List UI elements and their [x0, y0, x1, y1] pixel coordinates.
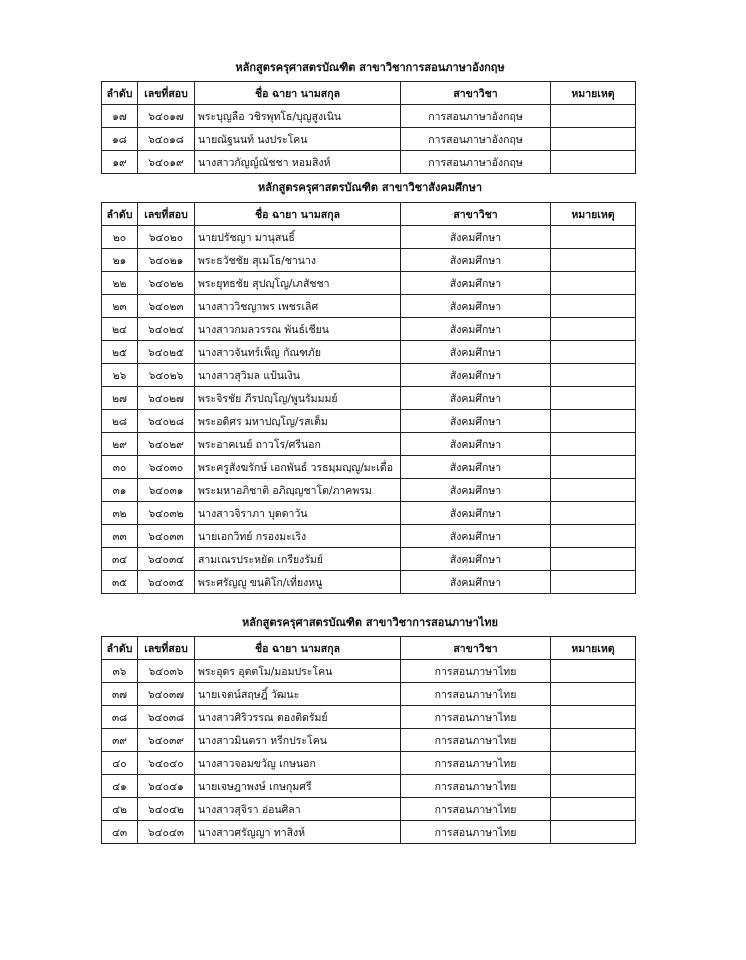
cell-name: พระจิรชัย ภีรปญฺโญ/พูนรัมมมย์ — [195, 387, 401, 410]
cell-exam-id: ๖๔๐๓๙ — [138, 729, 195, 752]
table-row — [102, 775, 636, 798]
cell-major: การสอนภาษาไทย — [401, 683, 551, 706]
cell-name: นางสาวจอมขวัญ เกษนอก — [195, 752, 401, 775]
cell-major: สังคมศึกษา — [401, 479, 551, 502]
header-name: ชื่อ ฉายา นามสกุล — [195, 203, 401, 226]
header-name: ชื่อ ฉายา นามสกุล — [195, 637, 401, 660]
cell-no: ๑๗ — [102, 105, 138, 128]
cell-exam-id: ๖๔๐๓๒ — [138, 502, 195, 525]
cell-major: สังคมศึกษา — [401, 502, 551, 525]
cell-major: การสอนภาษาไทย — [401, 729, 551, 752]
cell-remark — [551, 433, 636, 456]
cell-name: พระศรัญญู ขนติโก/เที่ยงหนู — [195, 571, 401, 594]
table-row — [102, 410, 636, 433]
cell-name: นายเจตน์สฤษฎิ์ วัฒนะ — [195, 683, 401, 706]
cell-name: พระยุทธชัย สุปญฺโญ/เภสัชชา — [195, 272, 401, 295]
cell-exam-id: ๖๔๐๒๖ — [138, 364, 195, 387]
cell-remark — [551, 318, 636, 341]
cell-major: สังคมศึกษา — [401, 226, 551, 249]
cell-major: สังคมศึกษา — [401, 249, 551, 272]
cell-name: นางสาววิชญาพร เพชรเลิศ — [195, 295, 401, 318]
table-body — [102, 660, 636, 844]
cell-no: ๓๕ — [102, 571, 138, 594]
cell-exam-id: ๖๔๐๓๗ — [138, 683, 195, 706]
cell-remark — [551, 775, 636, 798]
cell-exam-id: ๖๔๐๔๐ — [138, 752, 195, 775]
table-row — [102, 456, 636, 479]
cell-major: สังคมศึกษา — [401, 571, 551, 594]
cell-major: การสอนภาษาไทย — [401, 775, 551, 798]
cell-major: สังคมศึกษา — [401, 272, 551, 295]
table-row — [102, 571, 636, 594]
table-row — [102, 706, 636, 729]
table-row — [102, 105, 636, 128]
cell-no: ๓๖ — [102, 660, 138, 683]
cell-major: การสอนภาษาอังกฤษ — [401, 128, 551, 151]
cell-remark — [551, 502, 636, 525]
cell-remark — [551, 128, 636, 151]
cell-exam-id: ๖๔๐๓๔ — [138, 548, 195, 571]
header-remark: หมายเหตุ — [551, 82, 636, 105]
cell-exam-id: ๖๔๐๓๖ — [138, 660, 195, 683]
cell-no: ๓๒ — [102, 502, 138, 525]
cell-major: การสอนภาษาไทย — [401, 798, 551, 821]
table-thai — [101, 636, 636, 844]
cell-name: พระมหาอภิชาติ อภิญฺญชาโต/ภาคพรม — [195, 479, 401, 502]
cell-remark — [551, 571, 636, 594]
cell-major: สังคมศึกษา — [401, 456, 551, 479]
cell-no: ๓๔ — [102, 548, 138, 571]
cell-no: ๒๗ — [102, 387, 138, 410]
cell-no: ๒๓ — [102, 295, 138, 318]
cell-exam-id: ๖๔๐๒๐ — [138, 226, 195, 249]
table-row — [102, 341, 636, 364]
cell-no: ๒๔ — [102, 318, 138, 341]
cell-major: สังคมศึกษา — [401, 410, 551, 433]
cell-remark — [551, 479, 636, 502]
cell-no: ๓๓ — [102, 525, 138, 548]
table-row — [102, 683, 636, 706]
table-row — [102, 548, 636, 571]
cell-no: ๒๕ — [102, 341, 138, 364]
cell-remark — [551, 456, 636, 479]
cell-major: การสอนภาษาไทย — [401, 706, 551, 729]
cell-no: ๓๐ — [102, 456, 138, 479]
cell-name: นางสาวจันทร์เพ็ญ กัณฑภัย — [195, 341, 401, 364]
table-row — [102, 821, 636, 844]
cell-exam-id: ๖๔๐๒๘ — [138, 410, 195, 433]
cell-major: สังคมศึกษา — [401, 341, 551, 364]
cell-name: นายณัฐนนท์ นงประโคน — [195, 128, 401, 151]
cell-name: พระบุญลือ วชิรพุทโธ/บุญสูงเนิน — [195, 105, 401, 128]
cell-remark — [551, 341, 636, 364]
table-body — [102, 105, 636, 174]
table-row — [102, 151, 636, 174]
cell-no: ๒๒ — [102, 272, 138, 295]
header-major: สาขาวิชา — [401, 637, 551, 660]
cell-no: ๔๑ — [102, 775, 138, 798]
cell-remark — [551, 410, 636, 433]
cell-no: ๒๖ — [102, 364, 138, 387]
table-row — [102, 272, 636, 295]
cell-exam-id: ๖๔๐๑๗ — [138, 105, 195, 128]
cell-exam-id: ๖๔๐๔๑ — [138, 775, 195, 798]
cell-name: นายปรัชญา มานุสนธิ์ — [195, 226, 401, 249]
cell-no: ๔๒ — [102, 798, 138, 821]
cell-major: การสอนภาษาอังกฤษ — [401, 151, 551, 174]
cell-major: การสอนภาษาอังกฤษ — [401, 105, 551, 128]
cell-name: นายเจษฎาพงษ์ เกษกุมศรี — [195, 775, 401, 798]
header-no: ลำดับ — [102, 82, 138, 105]
cell-name: นางสาวสุจิรา อ่อนศิลา — [195, 798, 401, 821]
cell-remark — [551, 151, 636, 174]
cell-remark — [551, 706, 636, 729]
cell-exam-id: ๖๔๐๓๓ — [138, 525, 195, 548]
cell-name: นางสาวจิราภา บุดดาวัน — [195, 502, 401, 525]
cell-no: ๔๐ — [102, 752, 138, 775]
cell-exam-id: ๖๔๐๒๑ — [138, 249, 195, 272]
header-name: ชื่อ ฉายา นามสกุล — [195, 82, 401, 105]
cell-name: นางสาวกมลวรรณ พันธ์เชียน — [195, 318, 401, 341]
table-row — [102, 752, 636, 775]
header-major: สาขาวิชา — [401, 82, 551, 105]
cell-exam-id: ๖๔๐๓๕ — [138, 571, 195, 594]
cell-major: การสอนภาษาไทย — [401, 660, 551, 683]
cell-no: ๑๘ — [102, 128, 138, 151]
cell-major: สังคมศึกษา — [401, 318, 551, 341]
header-no: ลำดับ — [102, 203, 138, 226]
cell-exam-id: ๖๔๐๒๓ — [138, 295, 195, 318]
header-remark: หมายเหตุ — [551, 203, 636, 226]
cell-remark — [551, 249, 636, 272]
cell-remark — [551, 752, 636, 775]
cell-major: การสอนภาษาไทย — [401, 821, 551, 844]
cell-no: ๓๗ — [102, 683, 138, 706]
cell-no: ๓๙ — [102, 729, 138, 752]
cell-exam-id: ๖๔๐๒๒ — [138, 272, 195, 295]
cell-remark — [551, 525, 636, 548]
cell-remark — [551, 548, 636, 571]
cell-exam-id: ๖๔๐๑๙ — [138, 151, 195, 174]
table-row — [102, 128, 636, 151]
header-major: สาขาวิชา — [401, 203, 551, 226]
cell-name: พระธวัชชัย สุเมโธ/ชานาง — [195, 249, 401, 272]
cell-remark — [551, 821, 636, 844]
cell-remark — [551, 798, 636, 821]
cell-remark — [551, 295, 636, 318]
cell-name: นายเอกวิทย์ กรองมะเริง — [195, 525, 401, 548]
cell-major: การสอนภาษาไทย — [401, 752, 551, 775]
cell-exam-id: ๖๔๐๓๘ — [138, 706, 195, 729]
cell-major: สังคมศึกษา — [401, 387, 551, 410]
table-row — [102, 433, 636, 456]
cell-exam-id: ๖๔๐๔๒ — [138, 798, 195, 821]
cell-name: พระครูสังฆรักษ์ เอกพันธ์ วรธมฺมญฺญู/มะเดื่อ — [195, 456, 401, 479]
header-no: ลำดับ — [102, 637, 138, 660]
cell-remark — [551, 660, 636, 683]
section-title-social: หลักสูตรครุศาสตรบัณฑิต สาขาวิชาสังคมศึกษา — [257, 181, 483, 194]
table-row — [102, 295, 636, 318]
cell-major: สังคมศึกษา — [401, 295, 551, 318]
table-header-row — [102, 82, 636, 105]
cell-name: พระอุดร อุตตโม/มอมประโคน — [195, 660, 401, 683]
section-title-english: หลักสูตรครุศาสตรบัณฑิต สาขาวิชาการสอนภาษาอังกฤษ — [235, 61, 505, 74]
table-row — [102, 798, 636, 821]
cell-name: นางสาวมินตรา หรีกประโคน — [195, 729, 401, 752]
cell-exam-id: ๖๔๐๒๙ — [138, 433, 195, 456]
cell-remark — [551, 387, 636, 410]
header-exam-id: เลขที่สอบ — [138, 82, 195, 105]
table-body — [102, 226, 636, 594]
cell-no: ๓๘ — [102, 706, 138, 729]
table-row — [102, 525, 636, 548]
table-row — [102, 364, 636, 387]
cell-remark — [551, 729, 636, 752]
header-exam-id: เลขที่สอบ — [138, 637, 195, 660]
table-row — [102, 729, 636, 752]
cell-remark — [551, 683, 636, 706]
cell-remark — [551, 364, 636, 387]
table-header-row — [102, 637, 636, 660]
cell-name: นางสาวศรัญญา ทาสิงห์ — [195, 821, 401, 844]
cell-no: ๒๙ — [102, 433, 138, 456]
cell-exam-id: ๖๔๐๒๔ — [138, 318, 195, 341]
cell-name: นางสาวสุวิมล แป้นเงิน — [195, 364, 401, 387]
cell-no: ๒๐ — [102, 226, 138, 249]
cell-remark — [551, 272, 636, 295]
cell-no: ๒๘ — [102, 410, 138, 433]
table-social — [101, 202, 636, 594]
cell-major: สังคมศึกษา — [401, 433, 551, 456]
header-exam-id: เลขที่สอบ — [138, 203, 195, 226]
table-row — [102, 502, 636, 525]
cell-remark — [551, 105, 636, 128]
cell-exam-id: ๖๔๐๑๘ — [138, 128, 195, 151]
cell-name: พระอดิศร มหาปญฺโญ/รสเต็ม — [195, 410, 401, 433]
table-header-row — [102, 203, 636, 226]
cell-exam-id: ๖๔๐๔๓ — [138, 821, 195, 844]
cell-no: ๔๓ — [102, 821, 138, 844]
cell-major: สังคมศึกษา — [401, 525, 551, 548]
cell-no: ๑๙ — [102, 151, 138, 174]
table-row — [102, 249, 636, 272]
cell-major: สังคมศึกษา — [401, 548, 551, 571]
table-english — [101, 81, 636, 174]
cell-name: พระอาคเนย์ ถาวโร/ศรีนอก — [195, 433, 401, 456]
header-remark: หมายเหตุ — [551, 637, 636, 660]
cell-exam-id: ๖๔๐๓๑ — [138, 479, 195, 502]
table-row — [102, 226, 636, 249]
cell-major: สังคมศึกษา — [401, 364, 551, 387]
cell-remark — [551, 226, 636, 249]
section-title-thai: หลักสูตรครุศาสตรบัณฑิต สาขาวิชาการสอนภาษาไทย — [242, 616, 498, 629]
cell-name: นางสาวกัญญ์ณัชชา หอมสิงห์ — [195, 151, 401, 174]
table-row — [102, 660, 636, 683]
table-row — [102, 318, 636, 341]
table-row — [102, 387, 636, 410]
table-row — [102, 479, 636, 502]
cell-name: สามเณรประหยัด เกรียงรัมย์ — [195, 548, 401, 571]
cell-exam-id: ๖๔๐๒๕ — [138, 341, 195, 364]
cell-exam-id: ๖๔๐๓๐ — [138, 456, 195, 479]
cell-exam-id: ๖๔๐๒๗ — [138, 387, 195, 410]
cell-no: ๒๑ — [102, 249, 138, 272]
cell-no: ๓๑ — [102, 479, 138, 502]
cell-name: นางสาวศิริวรรณ ตองติดรัมย์ — [195, 706, 401, 729]
